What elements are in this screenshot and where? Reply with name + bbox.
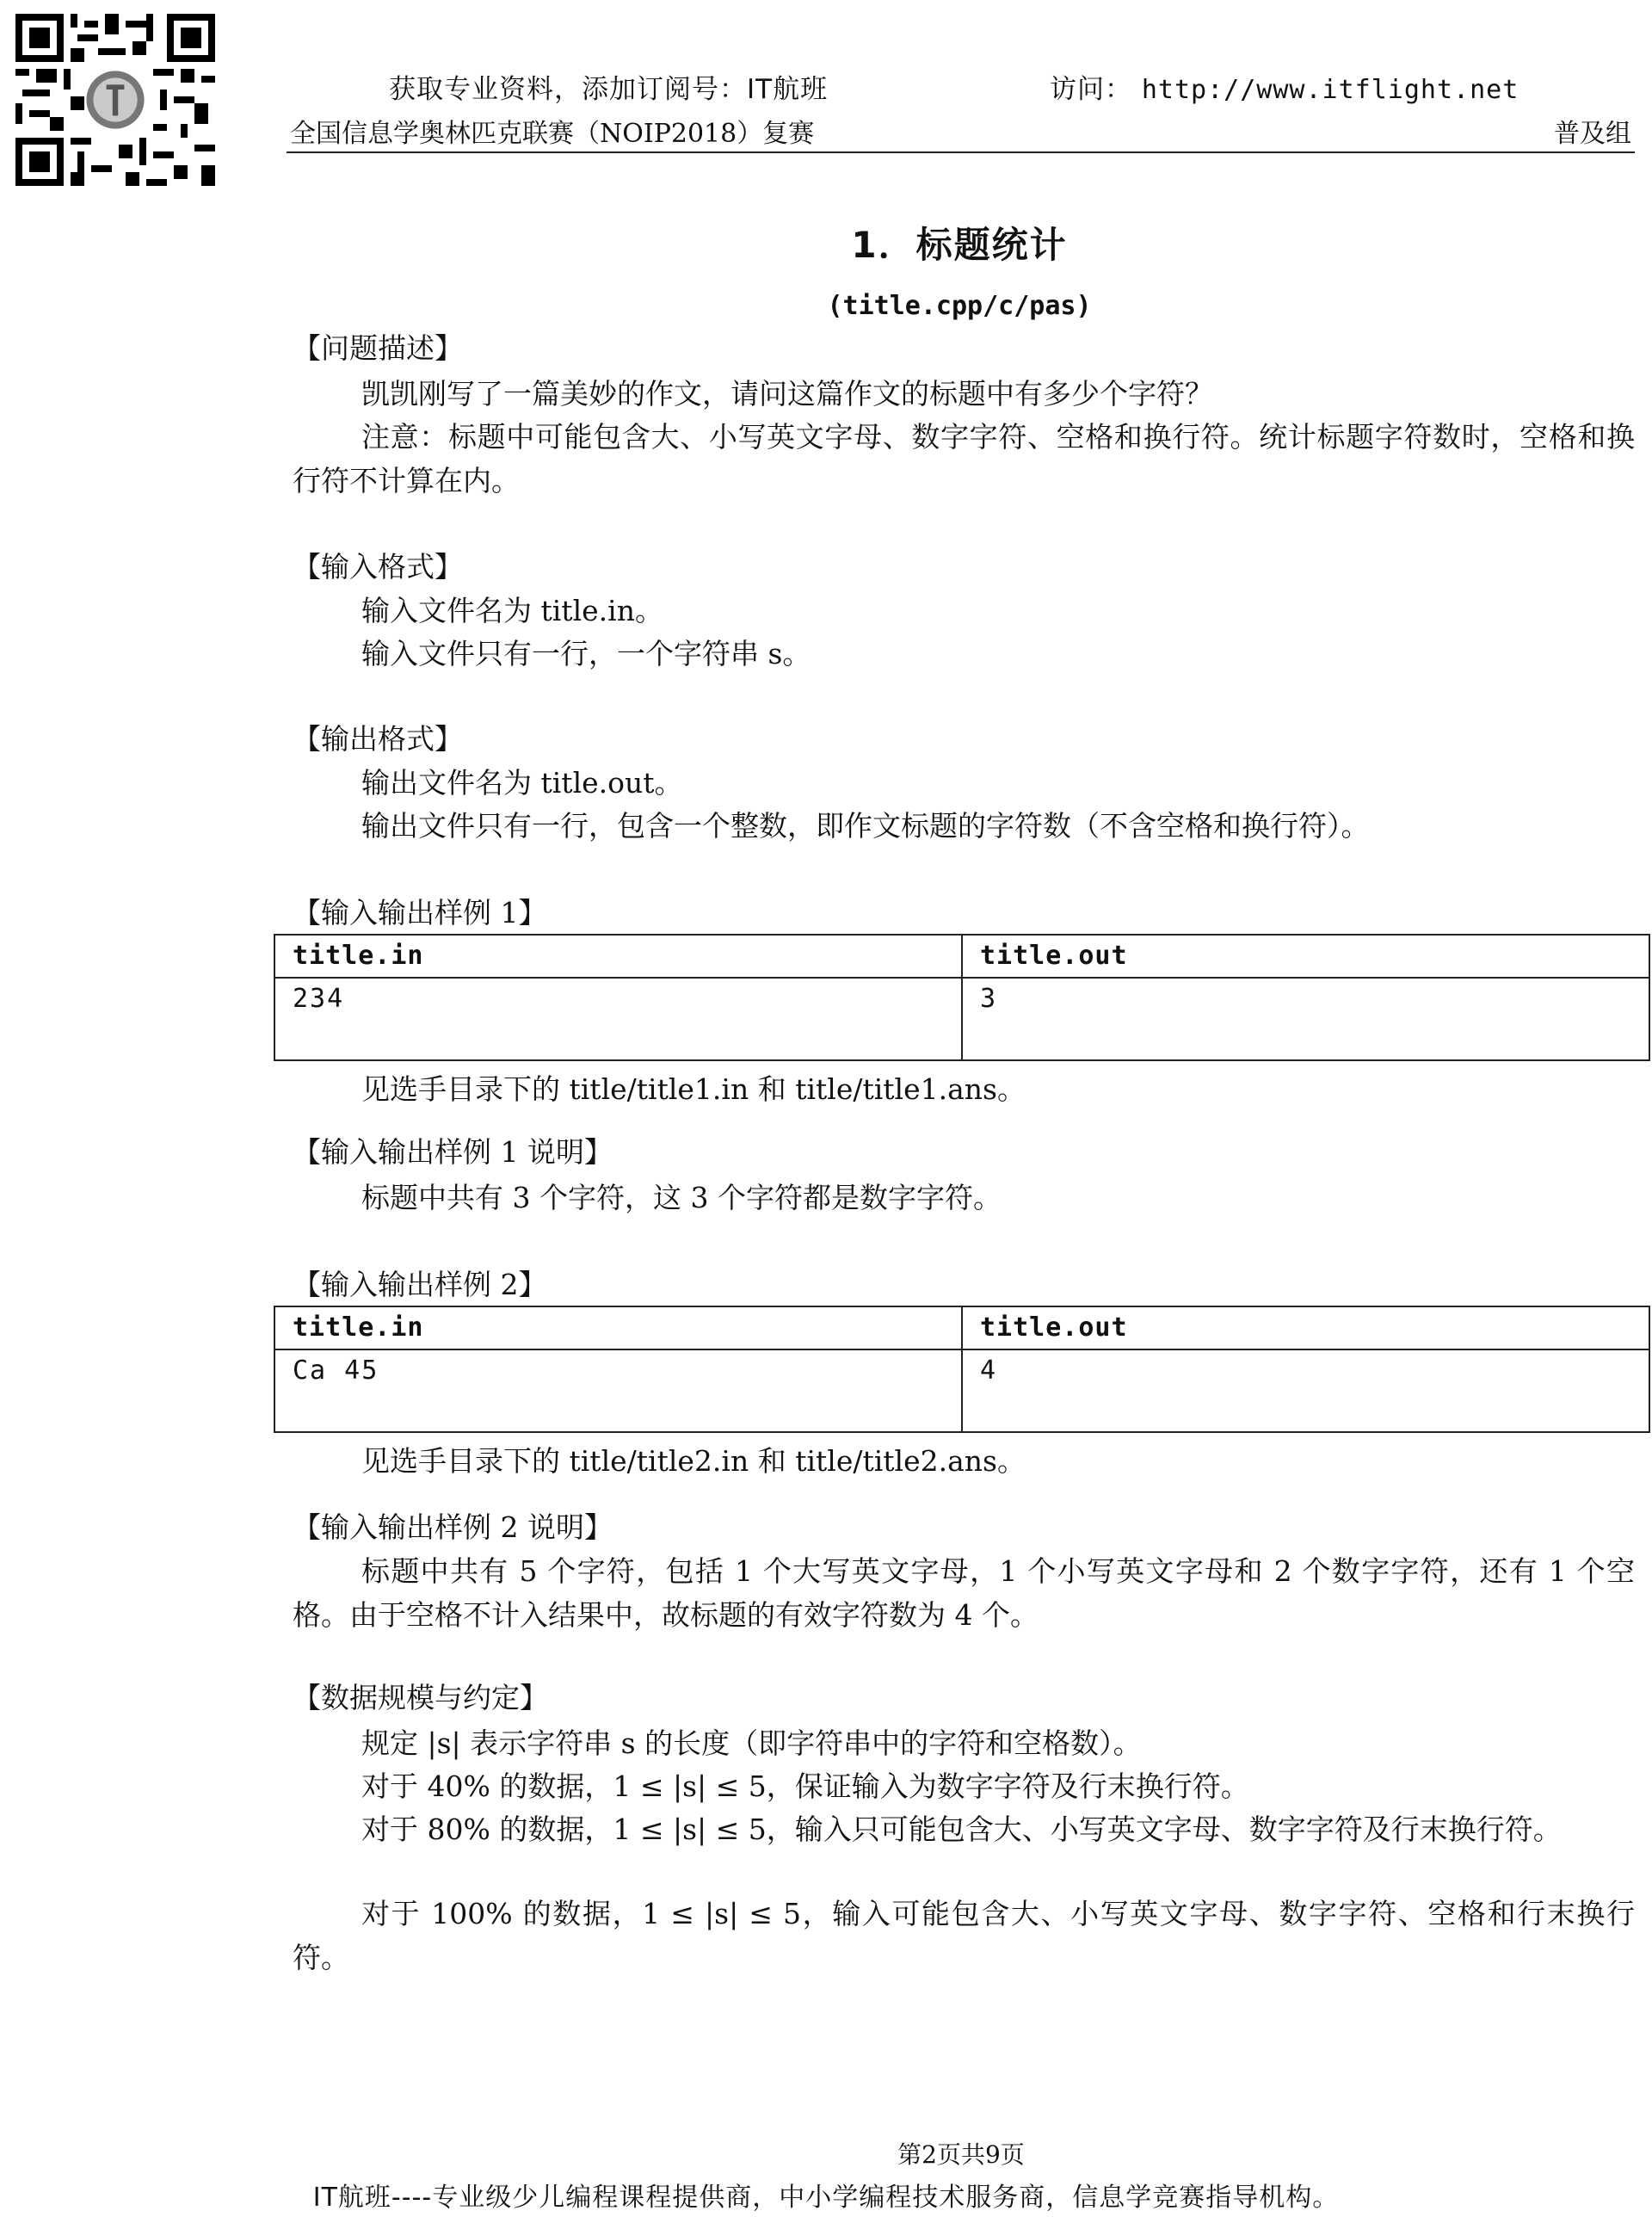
sample-2-explain-heading: 【输入输出样例 2 说明】 [293,1510,613,1544]
sample-2-in-header: title.in [274,1306,962,1349]
input-format-line-2: 输入文件只有一行，一个字符串 s。 [361,637,811,670]
problem-files: (title.cpp/c/pas) [827,291,1092,321]
sample-2-note: 见选手目录下的 title/title2.in 和 title/title2.ans。 [361,1444,1026,1478]
table-row [274,978,1649,1060]
sample-1-out-value: 3 [962,978,1649,1060]
table-row [274,1306,1649,1349]
promo-banner [0,67,1652,105]
promo-text: 获取专业资料，添加订阅号：IT航班 [389,74,829,105]
output-format-line-2: 输出文件只有一行，包含一个整数，即作文标题的字符数（不含空格和换行符）。 [361,809,1370,843]
table-row [274,935,1649,978]
constraints-line-2: 对于 40% 的数据，1 ≤ |s| ≤ 5，保证输入为数字字符及行末换行符。 [361,1769,1249,1803]
footer-banner: IT航班----专业级少儿编程课程提供商，中小学编程技术服务商，信息学竞赛指导机构。 [312,2183,1340,2213]
sample-2-heading: 【输入输出样例 2】 [293,1268,547,1301]
output-format-line-1: 输出文件名为 title.out。 [361,766,683,800]
input-format-heading: 【输入格式】 [293,550,463,584]
constraints-line-3: 对于 80% 的数据，1 ≤ |s| ≤ 5，输入只可能包含大、小写英文字母、数字字符及行末换行符。 [361,1813,1562,1846]
sample-1-explain-heading: 【输入输出样例 1 说明】 [293,1135,613,1169]
visit-line [1050,67,1519,106]
sample-2-table [274,1306,1650,1433]
header-divider [287,151,1635,153]
sample-2-out-header: title.out [962,1306,1649,1349]
sample-2-in-value: Ca 45 [274,1349,962,1432]
page-number: 第2页共9页 [897,2140,1025,2169]
sample-1-in-value: 234 [274,978,962,1060]
sample-2-out-value: 4 [962,1349,1649,1432]
sample-1-heading: 【输入输出样例 1】 [293,896,547,929]
constraints-heading: 【数据规模与约定】 [293,1681,548,1714]
sample-1-in-header: title.in [274,935,962,978]
description-para-1: 凯凯刚写了一篇美妙的作文，请问这篇作文的标题中有多少个字符？ [361,377,1213,411]
description-heading: 【问题描述】 [293,331,463,365]
table-row [274,1349,1649,1432]
constraints-line-1: 规定 |s| 表示字符串 s 的长度（即字符串中的字符和空格数）。 [361,1726,1142,1760]
sample-1-out-header: title.out [962,935,1649,978]
sample-1-explain: 标题中共有 3 个字符，这 3 个字符都是数字字符。 [361,1181,1002,1214]
site-link[interactable]: http://www.itflight.net [1141,75,1519,105]
output-format-heading: 【输出格式】 [293,722,463,756]
problem-title: 1．标题统计 [851,224,1068,266]
visit-label: 访问： [1050,74,1132,105]
contest-name: 全国信息学奥林匹克联赛（NOIP2018）复赛 [290,119,815,149]
sample-1-table [274,934,1650,1061]
sample-1-note: 见选手目录下的 title/title1.in 和 title/title1.ans。 [361,1072,1026,1106]
constraints-line-4: 对于 100% 的数据，1 ≤ |s| ≤ 5，输入可能包含大、小写英文字母、数字字符、空格和行末换行符。 [293,1897,1635,1974]
group-name: 普及组 [1554,119,1631,149]
sample-2-explain: 标题中共有 5 个字符，包括 1 个大写英文字母，1 个小写英文字母和 2 个数字字符，还有 1 个空格。由于空格不计入结果中，故标题的有效字符数为 4 个。 [293,1554,1635,1632]
input-format-line-1: 输入文件名为 title.in。 [361,594,663,627]
description-para-2: 注意：标题中可能包含大、小写英文字母、数字字符、空格和换行符。统计标题字符数时，空格和换行符不计算在内。 [293,420,1635,497]
